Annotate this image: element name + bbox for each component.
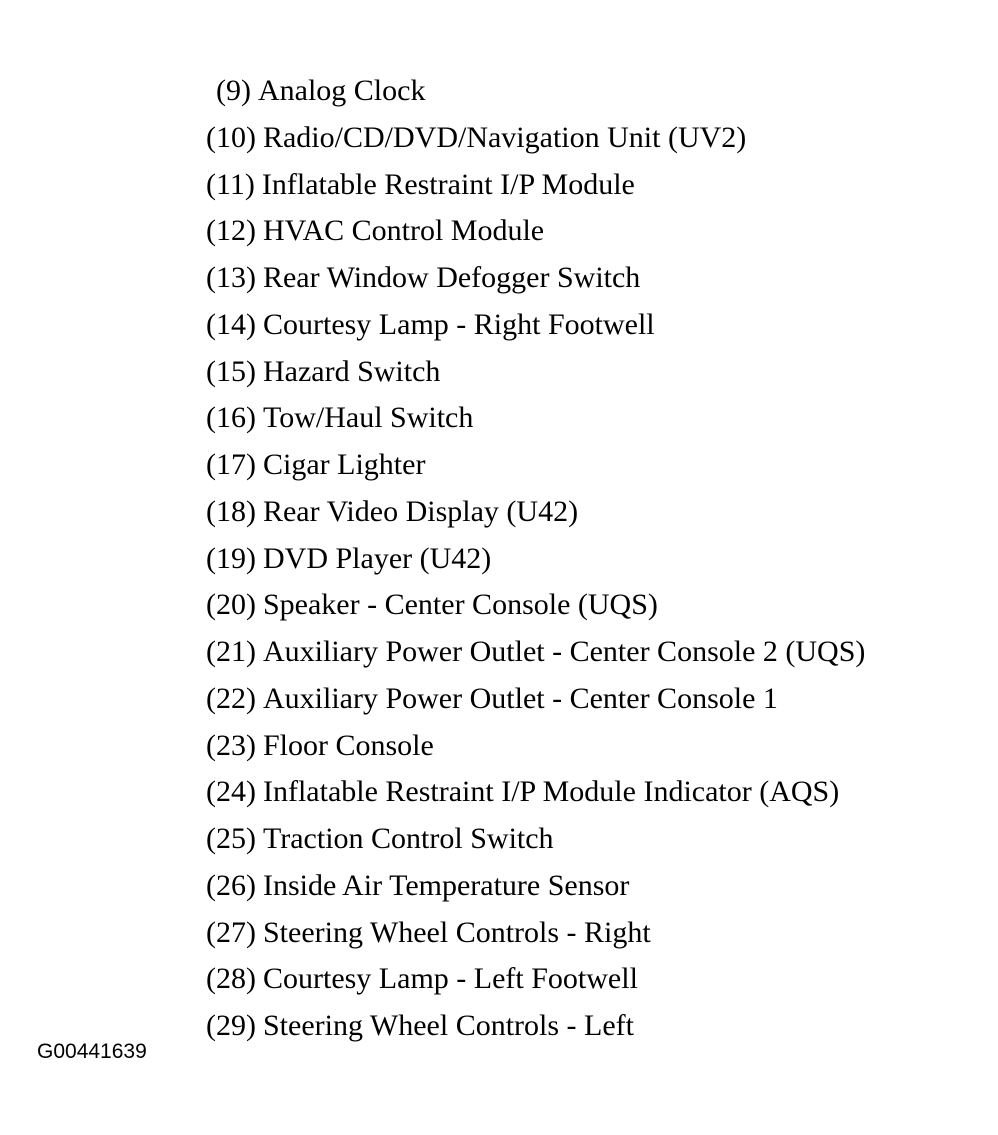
legend-item-label: Courtesy Lamp - Left Footwell	[262, 962, 638, 996]
legend-item	[206, 302, 865, 349]
legend-item	[206, 442, 865, 489]
legend-item	[206, 1003, 865, 1050]
legend-item	[206, 629, 865, 676]
legend-item-label: Hazard Switch	[262, 354, 441, 388]
legend-item-number: (21)	[206, 635, 256, 668]
legend-item-label: Speaker - Center Console (UQS)	[262, 588, 658, 622]
legend-item-number: (18)	[206, 494, 256, 528]
legend-item-number: (20)	[206, 588, 256, 622]
legend-item	[206, 956, 865, 1003]
legend-item-number: (19)	[206, 541, 256, 575]
legend-item-label: Cigar Lighter	[262, 448, 426, 481]
legend-item-label: Inflatable Restraint I/P Module Indicator (AQS)	[262, 775, 840, 809]
legend-item-number: (10)	[206, 120, 256, 154]
legend-item	[206, 115, 865, 162]
legend-item	[206, 489, 865, 536]
legend-item-label: Tow/Haul Switch	[262, 401, 474, 435]
legend-item-number: (29)	[206, 1009, 256, 1042]
legend-item-number: (14)	[206, 307, 256, 341]
legend-item-number: (26)	[206, 868, 256, 902]
legend-item	[206, 676, 865, 723]
legend-item	[206, 349, 865, 396]
legend-item-label: Steering Wheel Controls - Left	[262, 1009, 634, 1042]
legend-item	[206, 910, 865, 957]
legend-item	[206, 395, 865, 442]
legend-item-number: (27)	[206, 915, 256, 949]
legend-item-label: DVD Player (U42)	[262, 541, 492, 575]
legend-item	[206, 68, 865, 115]
legend-item-number: (25)	[206, 822, 256, 855]
legend-item-label: Rear Window Defogger Switch	[262, 261, 641, 294]
legend-item-label: Inflatable Restraint I/P Module	[261, 167, 635, 201]
legend-item	[206, 255, 865, 302]
legend-item	[206, 769, 865, 816]
legend-item	[206, 863, 865, 910]
legend-item-label: Inside Air Temperature Sensor	[262, 868, 630, 902]
legend-item-number: (17)	[206, 448, 256, 481]
legend-item-label: Steering Wheel Controls - Right	[262, 915, 651, 949]
legend-item-number: (12)	[206, 214, 256, 248]
figure-id: G00441639	[37, 1040, 147, 1063]
legend-item	[206, 162, 865, 209]
legend-item-label: HVAC Control Module	[262, 214, 545, 248]
legend-item-number: (22)	[206, 681, 256, 715]
legend-item-label: Rear Video Display (U42)	[262, 494, 579, 528]
legend-item-number: (9)	[216, 74, 251, 107]
legend-item	[206, 723, 865, 770]
legend-item-label: Analog Clock	[257, 74, 426, 107]
legend-item-label: Auxiliary Power Outlet - Center Console 1	[262, 681, 778, 715]
legend-item-number: (16)	[206, 401, 256, 435]
legend-item-label: Traction Control Switch	[262, 822, 554, 855]
legend-item	[206, 816, 865, 863]
legend-list	[206, 68, 865, 1050]
legend-item-label: Floor Console	[262, 728, 434, 762]
legend-item-number: (28)	[206, 962, 256, 996]
legend-item	[206, 208, 865, 255]
legend-item-label: Radio/CD/DVD/Navigation Unit (UV2)	[262, 120, 747, 154]
legend-item-number: (23)	[206, 728, 256, 762]
legend-item-number: (13)	[206, 261, 256, 294]
legend-item-number: (24)	[206, 775, 256, 809]
legend-item-label: Auxiliary Power Outlet - Center Console 2 (UQS)	[262, 635, 866, 668]
legend-item	[206, 582, 865, 629]
legend-item	[206, 536, 865, 583]
legend-item-number: (15)	[206, 354, 256, 388]
legend-item-number: (11)	[206, 167, 255, 201]
legend-item-label: Courtesy Lamp - Right Footwell	[262, 307, 655, 341]
